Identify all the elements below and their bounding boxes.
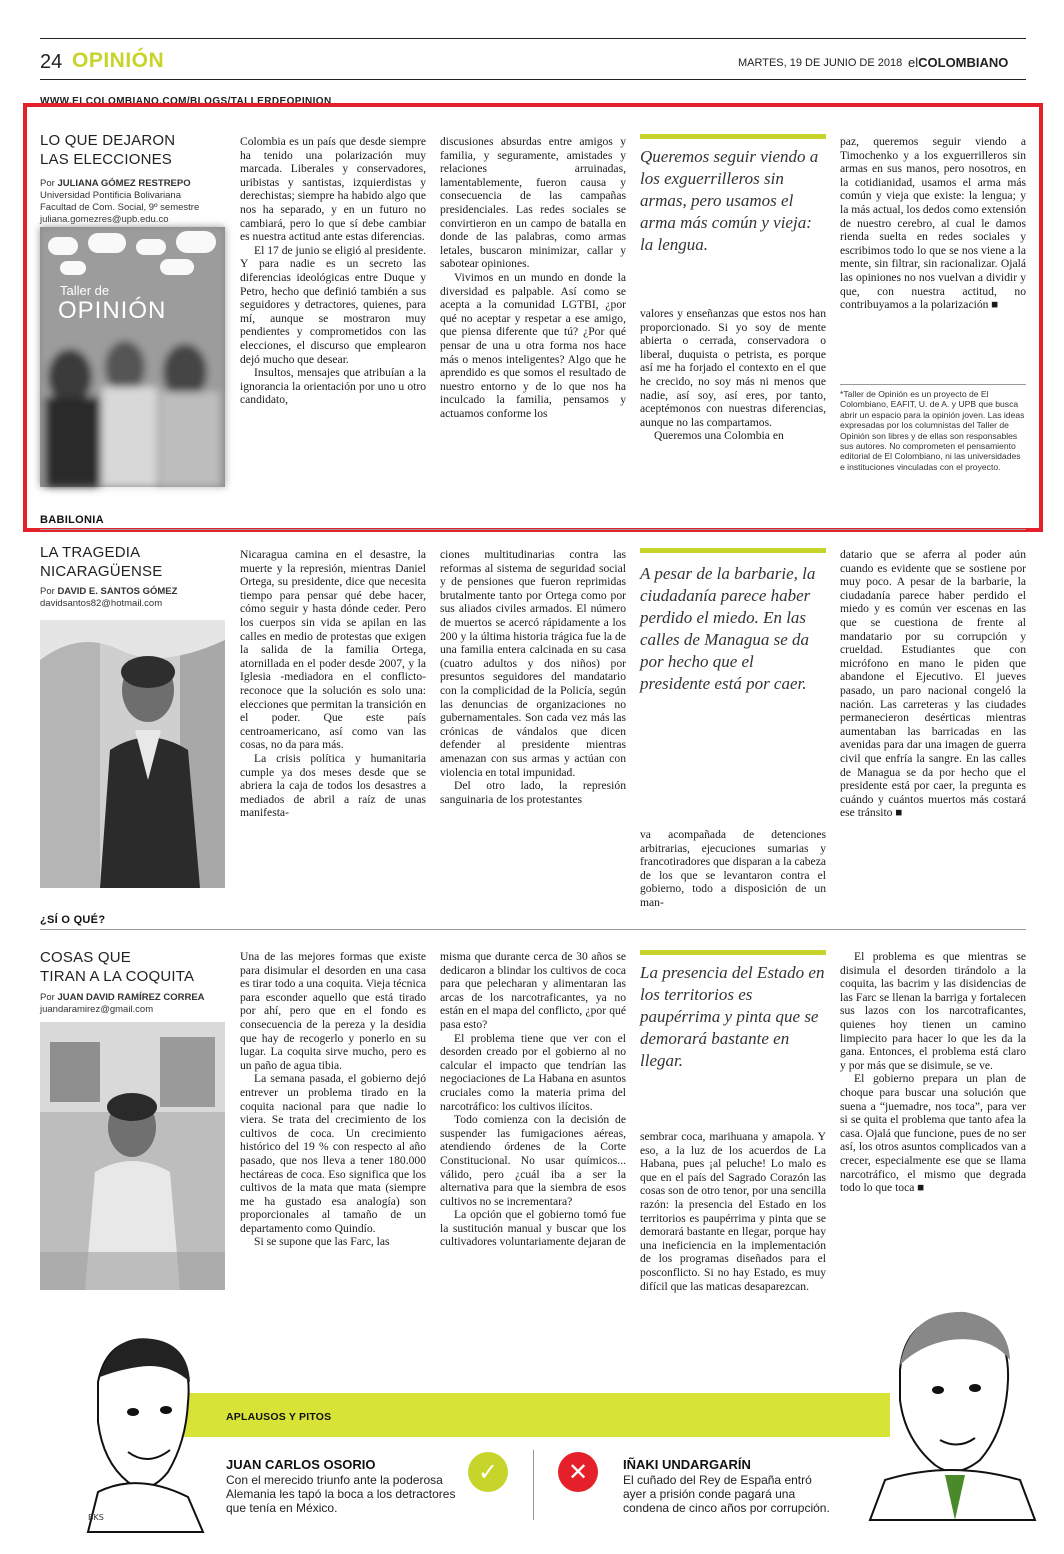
applause-banner — [100, 1393, 890, 1437]
article-column-2: discusiones absurdas entre amigos y familia, y seguramente, amistades y relaciones arruinadas, lamentablemente, fueron causa y consecuencia de las campañas presidenciales. Las redes sociales se convirtieron en un campo de batalla en donde de las palabras, como armas letales, buscaron minimizar, callar y sabotear opiniones. Vivimos en un mundo en donde la diversidad es palpable. Así como se acepta a la comunidad LGTBI, ¿por qué no aceptar y respetar a ese amigo, que piensa diferente que tú? ¿Por qué pensar de una u otra forma nos hace más o menos inteligentes? Algo que he aprendido es que somos el resultado de nuestro entorno y de lo que nos ha inculcado la familia, pensamos y actuamos conforme los — [440, 135, 626, 420]
article-column-3: sembrar coca, marihuana y amapola. Y eso, a la luz de los acuerdos de La Habana, pues ¡al peluche! Lo malo es que en el país del Sagrado Corazón las cosas son de otro tenor, por una sencilla razón: la presencia del Estado en los territorios es paupérrima y pinta que se demorará bastante en llegar, porque hay una ineficiencia en la implementación de los programas diseñados para el posconflicto. Si no hay Estado, es muy difícil que las maticas desaparezcan. — [640, 1130, 826, 1293]
article-column-4: datario que se aferra al poder aún cuando es evidente que se sostiene por muy poco. A pesar de la barbarie, la ciudadanía parece haber perdido el miedo y es común ver escenas en las que se cuestiona de frente al mandatario por su corrupción y crueldad. Estudiantes que con micrófono en mano le piden que abandone el Ejecutivo. El jueves pasado, un paro nacional congeló la nación. Las carreteras y las ciudades permanecieron desérticas mientras aumentaban las barricadas en las avenidas para dar una imagen de guerra civil que enfría la sangre. En las calles de Managua se da por hecho que el presidente está por caer, la pregunta es cuándo y cuántos muertos más costará ese tránsito ■ — [840, 548, 1026, 820]
person-name: JUAN CARLOS OSORIO — [226, 1457, 376, 1472]
section-label: ¿SÍ O QUÉ? — [40, 914, 106, 926]
article-column-1: Una de las mejores formas que existe para disimular el desorden en una casa es tirar todo a una coquita. Vieja técnica para esconder aquello que está tirado por ahí, pero que en el fondo es consecuencia de la pereza y la desidia que hay de recogerlo y ponerlo en su lugar. La coquita sirve mucho, pero es un paño de agua tibia. La semana pasada, el gobierno dejó entrever un problema tirado en la coquita nacional para que nadie lo viera. Se trata del crecimiento de los cultivos de coca. Un crecimiento histórico del 19 % con respecto al año pasado, que nos lleva a tener 180.000 hectáreas de coca. Eso significa que los cultivos de la mata que mata (siempre me ha gustado esa analogía) son proporcionales al tamaño de un departamento como Quindío. Si se supone que las Farc, las — [240, 950, 426, 1249]
section-divider — [40, 529, 1026, 530]
caricature-left — [58, 1322, 208, 1532]
author-email[interactable]: juliana.gomezres@upb.edu.co — [40, 214, 169, 225]
caricature-right — [850, 1300, 1040, 1520]
article-column-3: va acompañada de detenciones arbitrarias, ejecuciones sumarias y francotiradores que disparan a la cabeza de los que se levantaron contra el gobierno, todo a disposición de un man- — [640, 828, 826, 909]
article-column-2: misma que durante cerca de 30 años se dedicaron a blindar los cultivos de coca para que pelecharan y alimentaran las arcas de los narcotraficantes, ya no están en el mapa del conflicto, ¿por qué pasa esto? El problema tiene que ver con el desorden creado por el gobierno al no calcular el impacto que tendrían las negociaciones de La Habana en asuntos cruciales como la materia prima del narcotráfico: los cultivos ilícitos. Todo comienza con la decisión de suspender las fumigaciones aéreas, atendiendo órdenes de la Corte Constitucional. No usar químicos... válido, pero ¿cuál iba a ser la alternativa para que la siembra de esos cultivos no se incrementara? La opción que el gobierno tomó fue la sustitución manual y buscar que los cultivadores voluntariamente dejaran de — [440, 950, 626, 1249]
issue-date: MARTES, 19 DE JUNIO DE 2018 — [738, 57, 903, 69]
header-rule — [40, 79, 1026, 80]
quote-accent-bar — [640, 134, 826, 139]
author-name: JULIANA GÓMEZ RESTREPO — [57, 178, 191, 189]
section-name: OPINIÓN — [72, 49, 165, 72]
author-name: JUAN DAVID RAMÍREZ CORREA — [57, 992, 205, 1003]
article-title: LO QUE DEJARON LAS ELECCIONES — [40, 132, 176, 168]
author-name: DAVID E. SANTOS GÓMEZ — [57, 586, 178, 597]
artist-signature: BKS — [88, 1513, 104, 1522]
editorial-note: *Taller de Opinión es un proyecto de El Colombiano, EAFIT, U. de A. y UPB que busca abrir un espacio para la opinión joven. Las ideas expresadas por los columnistas del Taller de Opinión son libres y de ellas son responsables sus autores. No comprometen el pensamiento editorial de El Colombiano, ni las universidades e instituciones vinculadas con el proyecto. — [840, 384, 1026, 472]
article-column-1: Colombia es un país que desde siempre ha tenido una polarización muy marcada. Liberales y conservadores, uribistas y santistas, izquierdistas y derechistas; siempre ha habido algo que nos ha separado, y en un futuro no cambiará, pero lo que sí debe cambiar es nuestra actitud ante estas diferencias. El 17 de junio se eligió al presidente. Y para nadie es un secreto las diferencias ideológicas entre Duque y Petro, hecho que definió también a sus seguidores y detractores, quienes, para mí, aunque se mostraron muy pendientes y comprometidos con las elecciones, el discurso que emplearon dejó mucho que desear. Insultos, mensajes que atribuían a la ignorancia la orientación por uno u otro candidato, — [240, 135, 426, 407]
article-column-4: paz, queremos seguir viendo a Timochenko y a los exguerrilleros sin armas en sus manos, pero nosotros, en la cotidianidad, usamos el arma más común y vieja que existe: la lengua; y la más actual, los dedos como extensión de nuestro cerebro, al cual le damos rienda suelta en redes sociales y escribimos todo lo que se nos viene a la mente, sin filtrar, sin racionalizar. Ojalá las opiniones no nos vuelvan a dividir y que, con nuestra actitud, no contribuyamos a la polarización ■ — [840, 135, 1026, 312]
check-icon: ✓ — [468, 1452, 508, 1492]
article-column-2: ciones multitudinarias contra las reformas al sistema de seguridad social y de pensiones que fueron reprimidas brutalmente tanto por Ortega como por sus aliados civiles armados. El número de muertos se acercó rápidamente a los 200 y la última historia trágica fue la de una familia entera calcinada en su casa (cuatro adultos y dos niños) por presuntos seguidores del mandatario con la complicidad de la Policía, según las denuncias de organizaciones no gubernamentales. Son cada vez más las crónicas de vándalos que dicen defender al presidente mientras amenazan con sus armas y actúan con violencia en total impunidad. Del otro lado, la represión sanguinaria de los protestantes — [440, 548, 626, 806]
cross-icon: ✕ — [558, 1452, 598, 1492]
quote-accent-bar — [640, 950, 826, 955]
author-photo — [40, 1022, 225, 1290]
section-url[interactable]: WWW.ELCOLOMBIANO.COM/BLOGS/TALLERDEOPINION — [40, 96, 332, 107]
byline: Por DAVID E. SANTOS GÓMEZ davidsantos82@hotmail.com — [40, 586, 225, 610]
photo-caption-title: OPINIÓN — [58, 297, 167, 324]
quote-accent-bar — [640, 548, 826, 553]
person-comment: El cuñado del Rey de España entró ayer a prisión conde pagará una condena de cinco años por corrupción. — [623, 1473, 830, 1515]
top-rule — [40, 38, 1026, 39]
page-number: 24 — [40, 51, 63, 73]
person-name: IÑAKI UNDARGARÍN — [623, 1457, 751, 1472]
section-divider — [40, 929, 1026, 930]
article-column-4: El problema es que mientras se disimula el desorden tirándolo a la coquita, las bacrim y las disidencias de las Farc se llenan la barriga y fortalecen sus lazos con los narcotraficantes, quienes hoy tienen un camino limpiecito para hacer lo que les da la gana. Entonces, el problema está claro y por más que se disimule, se ve. El gobierno prepara un plan de choque para buscar una solución que suena a “juemadre, nos toca”, para ver si se quita el problema que tanto afea la casa. Ojalá que funcione, pues de no ser así, los otros asuntos complicados van a crecer, especialmente ese que se llama narcotráfico, el mismo que degrada todo lo que toca ■ — [840, 950, 1026, 1195]
pull-quote: La presencia del Estado en los territorios es paupérrima y pinta que se demorará bastante en llegar. — [640, 963, 825, 1070]
applause-label: APLAUSOS Y PITOS — [226, 1411, 332, 1423]
article-title: LA TRAGEDIA NICARAGÜENSE — [40, 544, 163, 580]
applause-divider — [533, 1450, 534, 1520]
author-email[interactable]: juandaramirez@gmail.com — [40, 1004, 154, 1015]
pull-quote: A pesar de la barbarie, la ciudadanía parece haber perdido el miedo. En las calles de Managua se da por hecho que el presidente está por caer. — [640, 564, 816, 693]
byline: Por JUAN DAVID RAMÍREZ CORREA juandaramirez@gmail.com — [40, 992, 225, 1016]
pull-quote: Queremos seguir viendo a los exguerrilleros sin armas, pero usamos el arma más común y vieja: la lengua. — [640, 147, 819, 254]
article-column-1: Nicaragua camina en el desastre, la muerte y la represión, mientras Daniel Ortega, su presidente, dice que necesita tiempo para pensar qué debe hacer, cómo seguir y hasta dónde ceder. Pero los cuerpos sin vida se apilan en las calles en medio de protestas que exigen la salida de la familia Ortega, atornillada en el poder desde 2007, y la Iglesia -mediadora en el conflicto- reconoce que la solución es solo una: elecciones que permitan la transición en el poder. Que este país centroamericano, así como van las cosas, no da para más. La crisis política y humanitaria cumple ya dos meses desde que se abriera la caja de todos los desastres a mediados de abril a raíz de unas manifesta- — [240, 548, 426, 820]
article-column-3: valores y enseñanzas que estos nos han proporcionado. Si yo soy de mente abierta o cerrada, conservadora o liberal, duquista o petrista, es porque así me ha forjado el contexto en el que he crecido, no soy más ni menos que nadie, así soy, así eres, por tanto, aceptémonos con nuestras diferencias, aunque no las compartamos. Queremos una Colombia en — [640, 307, 826, 443]
person-comment: Con el merecido triunfo ante la poderosa Alemania les tapó la boca a los detractores que tenía en México. — [226, 1473, 456, 1515]
brand-logo: elCOLOMBIANO — [908, 55, 1009, 70]
taller-opinion-image — [40, 227, 225, 487]
author-photo — [40, 620, 225, 888]
section-label: BABILONIA — [40, 514, 104, 526]
byline: Por JULIANA GÓMEZ RESTREPO Universidad Pontificia Bolivariana Facultad de Com. Social, 9º semestre juliana.gomezres@upb.edu.co — [40, 178, 225, 226]
article-title: COSAS QUE TIRAN A LA COQUITA — [40, 949, 195, 985]
author-email[interactable]: davidsantos82@hotmail.com — [40, 598, 163, 609]
photo-caption: Taller de — [60, 283, 110, 298]
